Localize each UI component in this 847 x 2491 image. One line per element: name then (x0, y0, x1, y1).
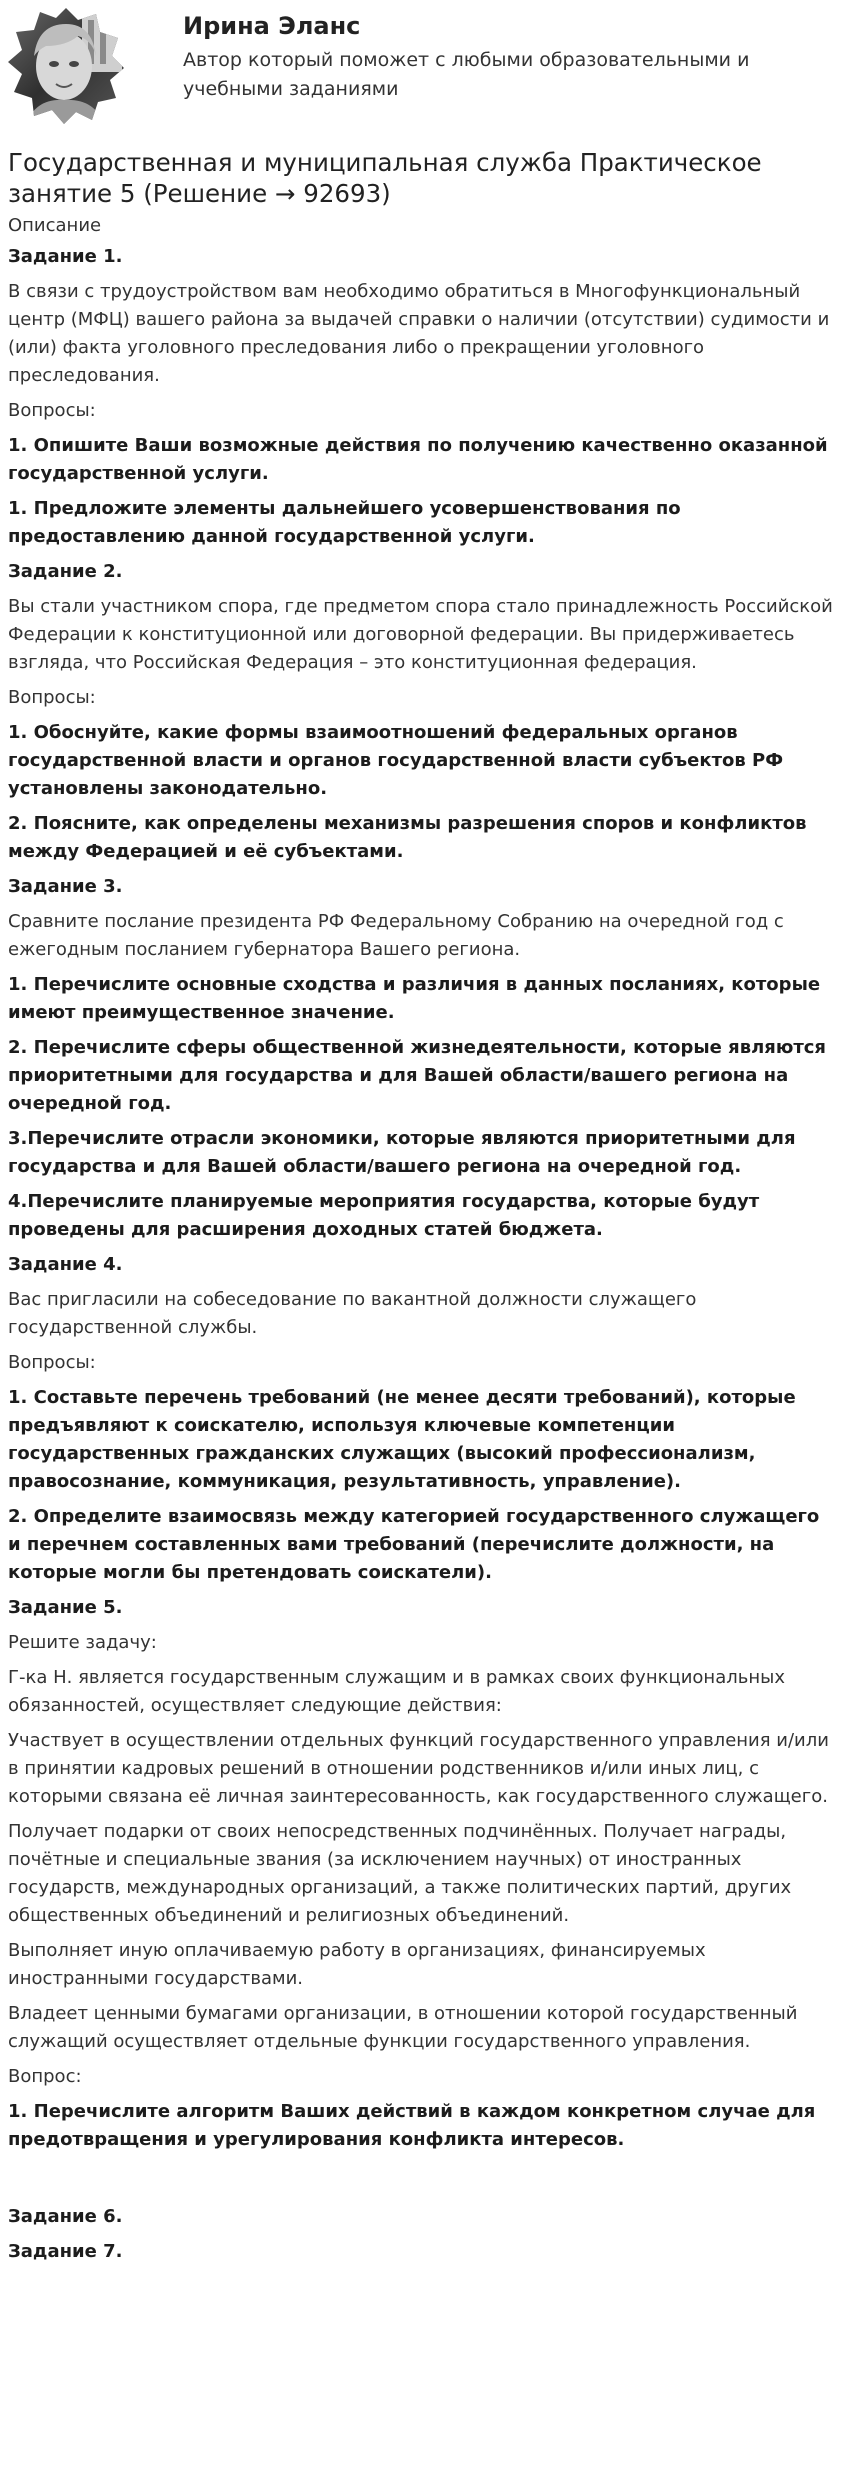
task-question: 2. Определите взаимосвязь между категорией государственного служащего и перечнем составленных вами требований (перечислите должности, на которые могли бы претендовать соискатели). (8, 1506, 820, 1583)
task-heading: Задание 5. (8, 1597, 123, 1618)
document-content (8, 212, 834, 2273)
task-text: Выполняет иную оплачиваемую работу в организациях, финансируемых иностранными государствами. (8, 1940, 706, 1989)
task-text: Участвует в осуществлении отдельных функций государственного управления и/или в принятии кадровых решений в отношении родственников и/или иных лиц, с которыми связана её личная заинтересованность, как государственного служащего. (8, 1730, 829, 1807)
task-question: 1. Перечислите алгоритм Ваших действий в каждом конкретном случае для предотвращения и урегулирования конфликта интересов. (8, 2101, 816, 2150)
description-label: Описание (8, 215, 102, 236)
task-text: Получает подарки от своих непосредственных подчинённых. Получает награды, почётные и специальные звания (за исключением научных) от иностранных государств, международных организаций, а также политических партий, других общественных объединений и религиозных объединений. (8, 1821, 792, 1926)
task-question: 4.Перечислите планируемые мероприятия государства, которые будут проведены для расширения доходных статей бюджета. (8, 1191, 760, 1240)
author-header (0, 0, 847, 140)
task-text: Г-ка Н. является государственным служащим и в рамках своих функциональных обязанностей, осуществляет следующие действия: (8, 1667, 785, 1716)
task-text: Вопрос: (8, 2066, 82, 2087)
task-text: Вопросы: (8, 1352, 96, 1373)
task-question: 2. Поясните, как определены механизмы разрешения споров и конфликтов между Федерацией и её субъектами. (8, 813, 807, 862)
task-question: 1. Составьте перечень требований (не менее десяти требований), которые предъявляют к соискателю, используя ключевые компетенции государственных гражданских служащих (высокий профессионализм, правосознание, коммуникация, результативность, управление). (8, 1387, 796, 1492)
author-avatar[interactable] (6, 6, 126, 124)
task-heading: Задание 3. (8, 876, 123, 897)
task-question: 2. Перечислите сферы общественной жизнедеятельности, которые являются приоритетными для государства и для Вашей области/вашего региона на очередной год. (8, 1037, 826, 1114)
task-heading: Задание 1. (8, 246, 123, 267)
task-heading: Задание 6. (8, 2206, 123, 2227)
avatar-image (6, 6, 126, 124)
task-question: 1. Предложите элементы дальнейшего усовершенствования по предоставлению данной государственной услуги. (8, 498, 681, 547)
document-title: Государственная и муниципальная служба Практическое занятие 5 (Решение → 92693) (8, 148, 762, 208)
task-text: Вы стали участником спора, где предметом спора стало принадлежность Российской Федерации к конституционной или договорной федерации. Вы придерживаетесь взгляда, что Российская Федерация – это конституционная федерация. (8, 596, 833, 673)
task-text: Вопросы: (8, 687, 96, 708)
task-question: 1. Перечислите основные сходства и различия в данных посланиях, которые имеют преимущественное значение. (8, 974, 821, 1023)
author-name[interactable]: Ирина Эланс (183, 12, 361, 40)
task-heading: Задание 7. (8, 2241, 123, 2262)
spacer (8, 2161, 834, 2203)
task-text: Вопросы: (8, 400, 96, 421)
task-text: Решите задачу: (8, 1632, 157, 1653)
task-text: Вас пригласили на собеседование по вакантной должности служащего государственной службы. (8, 1289, 697, 1338)
author-description: Автор который поможет с любыми образовательными и учебными заданиями (183, 49, 750, 100)
task-question: 3.Перечислите отрасли экономики, которые являются приоритетными для государства и для Вашей области/вашего региона на очередной год. (8, 1128, 796, 1177)
task-text: Владеет ценными бумагами организации, в отношении которой государственный служащий осуществляет отдельные функции государственного управления. (8, 2003, 798, 2052)
task-question: 1. Опишите Ваши возможные действия по получению качественно оказанной государственной услуги. (8, 435, 828, 484)
task-heading: Задание 2. (8, 561, 123, 582)
task-heading: Задание 4. (8, 1254, 123, 1275)
task-text: В связи с трудоустройством вам необходимо обратиться в Многофункциональный центр (МФЦ) вашего района за выдачей справки о наличии (отсутствии) судимости и (или) факта уголовного преследования либо о прекращении уголовного преследования. (8, 281, 830, 386)
task-text: Сравните послание президента РФ Федеральному Собранию на очередной год с ежегодным посланием губернатора Вашего региона. (8, 911, 784, 960)
task-question: 1. Обоснуйте, какие формы взаимоотношений федеральных органов государственной власти и органов государственной власти субъектов РФ установлены законодательно. (8, 722, 784, 799)
